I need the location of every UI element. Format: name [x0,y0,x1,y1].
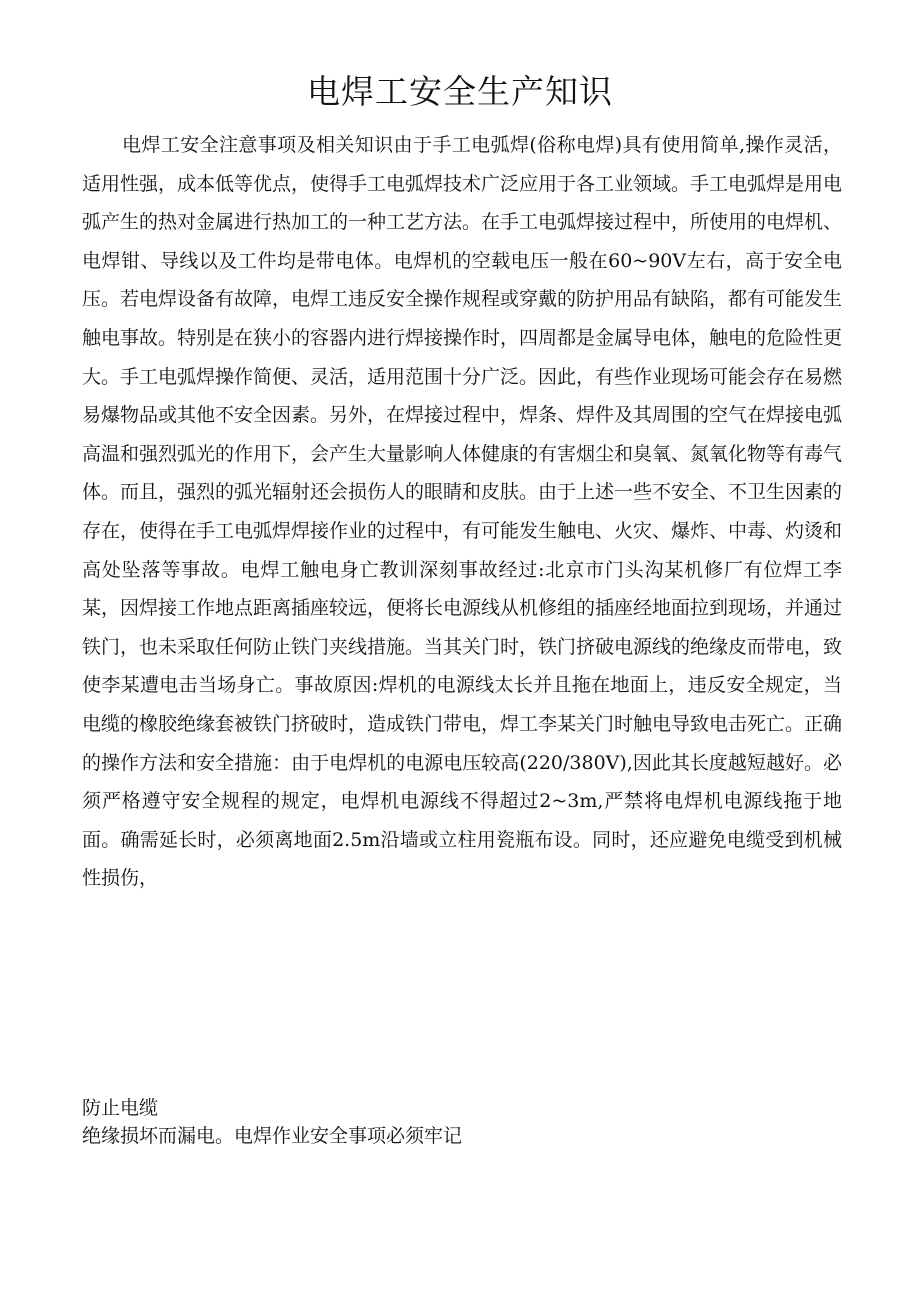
tail-line: 防止电缆 [82,1097,159,1119]
body-paragraph: 电焊工安全注意事项及相关知识由于手工电弧焊(俗称电焊)具有使用简单,操作灵活，适用性强，成本低等优点，使得手工电弧焊技术广泛应用于各工业领域。手工电弧焊是用电弧产生的热对金属进行热加工的一种工艺方法。在手工电弧焊接过程中，所使用的电焊机、电焊钳、导线以及工件均是带电体。电焊机的空载电压一般在60~90V左右，高于安全电压。若电焊设备有故障，电焊工违反安全操作规程或穿戴的防护用品有缺陷，都有可能发生触电事故。特别是在狭小的容器内进行焊接操作时，四周都是金属导电体，触电的危险性更大。手工电弧焊操作简便、灵活，适用范围十分广泛。因此，有些作业现场可能会存在易燃易爆物品或其他不安全因素。另外，在焊接过程中，焊条、焊件及其周围的空气在焊接电弧高温和强烈弧光的作用下，会产生大量影响人体健康的有害烟尘和臭氧、氮氧化物等有毒气体。而且，强烈的弧光辐射还会损伤人的眼睛和皮肤。由于上述一些不安全、不卫生因素的存在，使得在手工电弧焊焊接作业的过程中，有可能发生触电、火灾、爆炸、中毒、灼烫和高处坠落等事故。电焊工触电身亡教训深刻事故经过:北京市门头沟某机修厂有位焊工李某，因焊接工作地点距离插座较远，便将长电源线从机修组的插座经地面拉到现场，并通过铁门，也未采取任何防止铁门夹线措施。当其关门时，铁门挤破电源线的绝缘皮而带电，致使李某遭电击当场身亡。事故原因:焊机的电源线太长并且拖在地面上，违反安全规定，当电缆的橡胶绝缘套被铁门挤破时，造成铁门带电，焊工李某关门时触电导致电击死亡。正确的操作方法和安全措施：由于电焊机的电源电压较高(220/380V),因此其长度越短越好。必须严格遵守安全规程的规定，电焊机电源线不得超过2~3m,严禁将电焊机电源线拖于地面。确需延长时，必须离地面2.5m沿墙或立柱用瓷瓶布设。同时，还应避免电缆受到机械性损伤， [82,134,843,890]
tail-line: 绝缘损坏而漏电。电焊作业安全事项必须牢记 [82,1125,463,1147]
document-title: 电焊工安全生产知识 [307,72,613,111]
